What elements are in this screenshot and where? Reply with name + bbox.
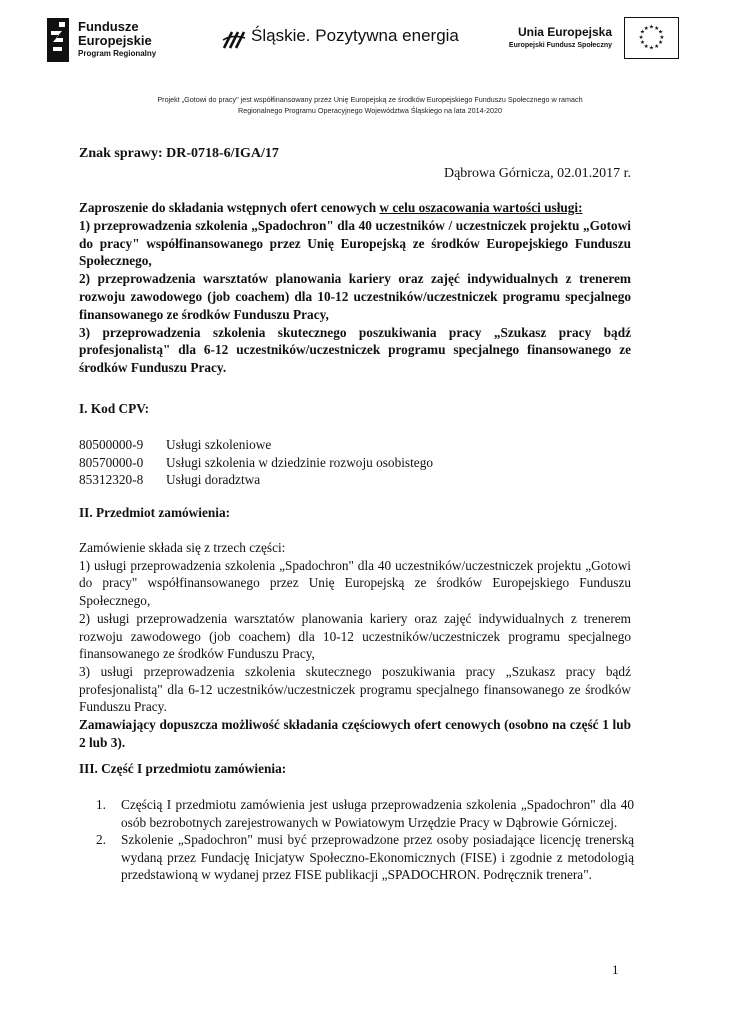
- cpv-code: 80500000-9: [79, 437, 144, 452]
- slaskie-slogan: Śląskie. Pozytywna energia: [251, 26, 459, 45]
- svg-text:★: ★: [638, 34, 644, 41]
- svg-text:★: ★: [657, 40, 664, 47]
- cpv-label: Usługi szkolenia w dziedzinie rozwoju osobistego: [166, 454, 433, 470]
- list-item-number: 2.: [96, 832, 106, 848]
- svg-text:★: ★: [648, 24, 655, 31]
- project-note: [60, 94, 680, 116]
- section2-item-1: 1) usługi przeprowadzenia szkolenia „Spadochron" dla 40 uczestników/uczestniczek projektu „Gotowi do pracy" współfinansowanego przez Unię Europejską ze środków Europejskiego Funduszu Społecznego,: [79, 557, 631, 609]
- invitation-item-1: 1) przeprowadzenia szkolenia „Spadochron" dla 40 uczestników / uczestniczek projektu „Gotowi do pracy" współfinansowanego przez Unię Europejską ze środków Europejskiego Funduszu Społecznego,: [79, 217, 631, 269]
- section2-item-3: 3) usługi przeprowadzenia szkolenia skutecznego poszukiwania pracy „Szukasz pracy bądź profesjonalistą" dla 6-12 uczestników/uczestniczek programu specjalnego finansowanego ze środków Funduszu Pracy.: [79, 663, 631, 715]
- slaskie-logo-icon: [222, 28, 246, 50]
- list-item: [96, 796, 634, 831]
- case-number: Znak sprawy: DR-0718-6/IGA/17: [79, 146, 279, 161]
- section3-list: [96, 796, 634, 884]
- svg-text:★: ★: [648, 45, 655, 52]
- list-item: [96, 831, 634, 884]
- section2-body: [79, 539, 631, 751]
- svg-text:★: ★: [643, 44, 649, 50]
- invitation-item-2: 2) przeprowadzenia warsztatów planowania kariery oraz zajęć indywidualnych z trenerem rozwoju zawodowego (job coachem) dla 10-12 uczestników/uczestniczek programu specjalnego finansowanego ze środków Funduszu Pracy,: [79, 271, 631, 322]
- cpv-list: [79, 436, 631, 489]
- section2-item-2: 2) usługi przeprowadzenia warsztatów planowania kariery oraz zajęć indywidualnych z trenerem rozwoju zawodowego (job coachem) dla 10-12 uczestników/uczestniczek programu specjalnego finansowanego ze środków Funduszu Pracy,: [79, 610, 631, 662]
- fe-line1: Fundusze: [78, 19, 139, 34]
- cpv-code: 80570000-0: [79, 454, 144, 470]
- eu-flag-icon: [624, 17, 679, 59]
- invitation: [79, 199, 631, 377]
- section2-bold-note: Zamawiający dopuszcza możliwość składania częściowych ofert cenowych (osobno na część 1 lub 2 lub 3).: [79, 717, 631, 750]
- svg-text:★: ★: [639, 29, 646, 36]
- svg-text:★: ★: [654, 44, 660, 50]
- svg-text:★: ★: [643, 25, 649, 32]
- invitation-lead: Zaproszenie do składania wstępnych ofert cenowych: [79, 200, 380, 215]
- header: [0, 0, 729, 80]
- ue-line1: Unia Europejska: [517, 25, 612, 39]
- fe-line3: Program Regionalny: [78, 49, 157, 58]
- section3-title: III. Część I przedmiotu zamówienia:: [79, 761, 287, 776]
- fundusze-europejskie-logo-icon: [47, 18, 69, 62]
- svg-text:★: ★: [659, 34, 665, 41]
- svg-text:★: ★: [654, 25, 660, 32]
- list-item-text: Szkolenie „Spadochron" musi być przeprowadzone przez osoby posiadające licencję trenerską wydaną przez Fundację Inicjatyw Społeczno-Ekonomicznych (FISE) i zgodnie z metodologią przedstawioną w wydanej przez FISE publikacji „SPADOCHRON. Podręcznik trenera".: [121, 832, 634, 883]
- section2-intro: Zamówienie składa się z trzech części:: [79, 540, 286, 555]
- list-item-text: Częścią I przedmiotu zamówienia jest usługa przeprowadzenia szkolenia „Spadochron" dla 40 osób bezrobotnych zarejestrowanych w Powiatowym Urzędzie Pracy w Dąbrowie Górniczej.: [121, 797, 634, 830]
- section1-title: I. Kod CPV:: [79, 401, 150, 416]
- list-item-number: 1.: [96, 797, 106, 812]
- project-line2: Regionalnego Programu Operacyjnego Województwa Śląskiego na lata 2014-2020: [238, 106, 502, 115]
- cpv-label: Usługi szkoleniowe: [166, 437, 272, 452]
- cpv-code: 85312320-8: [79, 472, 144, 488]
- section2-title: II. Przedmiot zamówienia:: [79, 505, 231, 520]
- svg-text:★: ★: [657, 29, 664, 36]
- invitation-item-3: 3) przeprowadzenia szkolenia skutecznego poszukiwania pracy „Szukasz pracy bądź profesjonalistą" dla 6-12 uczestników/uczestniczek programu specjalnego finansowanego ze środków Funduszu Pracy.: [79, 324, 631, 376]
- ue-line2: Europejski Fundusz Społeczny: [508, 42, 612, 49]
- fundusze-europejskie-text: [78, 20, 156, 60]
- cpv-row: [79, 471, 631, 489]
- fe-line2: Europejskie: [78, 33, 152, 48]
- place-date: Dąbrowa Górnicza, 02.01.2017 r.: [443, 166, 631, 181]
- svg-text:★: ★: [639, 40, 646, 47]
- cpv-row: [79, 454, 631, 472]
- cpv-row: [79, 436, 631, 454]
- unia-europejska-text: [490, 25, 612, 51]
- invitation-underlined: w celu oszacowania wartości usługi:: [379, 200, 583, 215]
- page-number: 1: [612, 962, 619, 977]
- project-line1: Projekt „Gotowi do pracy" jest współfinansowany przez Unię Europejską ze środków Europejskiego Funduszu Społecznego w ramach: [157, 95, 583, 104]
- cpv-label: Usługi doradztwa: [166, 472, 261, 488]
